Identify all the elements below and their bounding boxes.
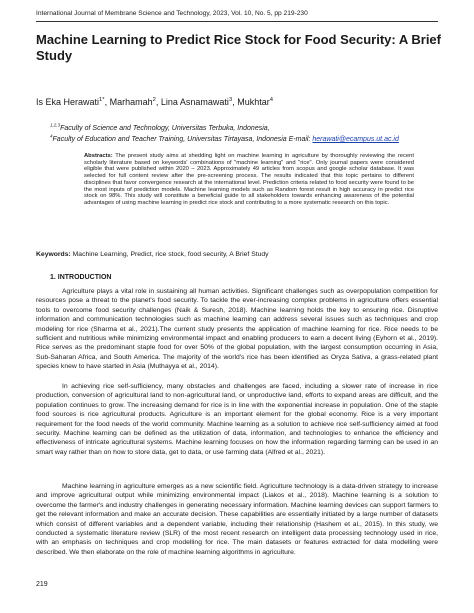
paper-title: Machine Learning to Predict Rice Stock for Food Security: A Brief Study [36, 32, 441, 63]
author-name: Lina Asnamawati [160, 97, 229, 107]
page-number: 219 [36, 581, 48, 588]
header-rule [36, 21, 438, 22]
author-list: Is Eka Herawati$^{1*}$, Marhamah$^2$, Lina Asnamawati$^3$, Mukhtar$^4$ [36, 97, 273, 107]
journal-header: International Journal of Membrane Science and Technology, 2023, Vol. 10, No. 5, pp 219-230 [36, 10, 308, 17]
body-paragraph: Machine learning in agriculture emerges as a new scientific field. Agriculture technology is a data-driven strategy to increase and improve agricultural output while minimizing environmental impact (Liakos et al., 2018). Machine learning is a solution to overcome the farmer's and industry challenges in generating necessary information. Machine learning devices can support farmers to get the relevant information and make an accurate decision. These capabilities are essentially initiated by a large number of datasets which consist of different variables and a dependent variable, including their relationship (Hashem et al., 2015). In this study, we conducted a systematic literature review (SLR) of the most recent research on intelligent data processing technology used in rice, with an emphasis on techniques and crop modelling for rice. The main datasets or features extracted for data modelling were described. We then elaborate on the role of machine learning algorithms in agriculture. [36, 483, 438, 556]
author-sup: 3 [228, 97, 233, 103]
abstract-label: Abstracts: [84, 153, 113, 159]
author-sup: 2 [152, 97, 156, 103]
keywords-text: Machine Learning, Predict, rice stock, food security, A Brief Study [70, 251, 269, 258]
affiliation-text: Faculty of Science and Technology, Universitas Terbuka, Indonesia, [60, 125, 270, 132]
author-name: Mukhtar [237, 97, 270, 107]
abstract [84, 153, 414, 207]
affiliation-sup: 1,2,3 [50, 122, 61, 128]
author-sup: 1* [99, 97, 105, 103]
affiliation-2 [50, 135, 450, 144]
section-heading: 1. INTRODUCTION [50, 274, 112, 281]
body-paragraph: In achieving rice self-sufficiency, many obstacles and challenges are faced, including a slower rate of increase in rice production, conversion of agricultural land to non-agricultural land, or unproductive land, efforts to expand areas are difficult, and the population continues to grow. The increasing demand for rice is in line with the exponential increase in population. One of the staple food sources is rice agricultural products. Agriculture is an important element for the global economy. Rice is a very important requirement for the food needs of the world community. Machine learning as a solution to achieve rice self-sufficiency aimed at food security. Machine learning can be defined as the utilization of data, information, and technologies to enhance the efficiency and effectiveness of intricate agricultural systems. Machine learning focuses on how the information regarding farming can be used in an smart way rather than on how to store data, get to data, or use farming data (Alfred et al., 2021). [36, 383, 438, 456]
affiliation-text: Faculty of Education and Teacher Training, Universitas Tirtayasa, Indonesia E-mail: [52, 136, 313, 143]
author-name: Is Eka Herawati [36, 97, 100, 107]
body-paragraph: Agriculture plays a vital role in sustaining all human activities. Significant challenges such as overpopulation competition for resources pose a threat to the planet's food security. To tackle the ever-increasing complex problems in agriculture offers essential tools to overcome food security challenges (Naik & Suresh, 2018). Machine learning holds the key to ensuring rice. Disruptive information and communication technologies such as machine learning can address several issues such as techniques and crop modeling for rice (Sharma et al., 2021).The current study presents the application of machine learning for rice. Rice needs to be sufficient and nutritious while minimizing environmental impact and enabling producers to earn a decent living (Eyhorn et al., 2019). Rice serves as the predominant staple food for over 50% of the global population, with the largest consumption occurring in Asia, Sub-Saharan Africa, and South America. The majority of the world's rice has been identified as Oryza Sativa, a grass-related plant species knew to have started in Asia (Muthayya et al., 2014). [36, 288, 438, 371]
email-link[interactable]: herawati@ecampus.ut.ac.id [312, 136, 399, 143]
author-sup: 4 [269, 97, 273, 103]
keywords [36, 250, 446, 259]
affiliation-1 [50, 124, 450, 133]
keywords-label: Keywords: [36, 251, 71, 258]
abstract-text: The present study aims at shedding light on machine learning in agriculture by thoroughly reviewing the recent scholarly literature based on keywords' combinations of "machine learning" and "rice". Only journal papers were considered eligible that were published within 2020 – 2023. Approximately 49 articles from scopus and google scholar database. It was selected for full content review after the pre-screening process. The results indicated that this topic pertains to different disciplines that favor convergence research at the international level. Prediction criteria related to food security were found to be the most inputs of prediction models. Machine learning models such as Random forest result in high accuracy in predict rice stock on 98%. This study will constitute a beneficial guide to all stakeholders towards enhancing awareness of the potential advantages of using machine learning in predict rice stock and contributing to a more systematic research on this topic. [84, 153, 414, 206]
author-name: Marhamah [109, 97, 153, 107]
affiliation-sup: 4 [50, 133, 53, 139]
